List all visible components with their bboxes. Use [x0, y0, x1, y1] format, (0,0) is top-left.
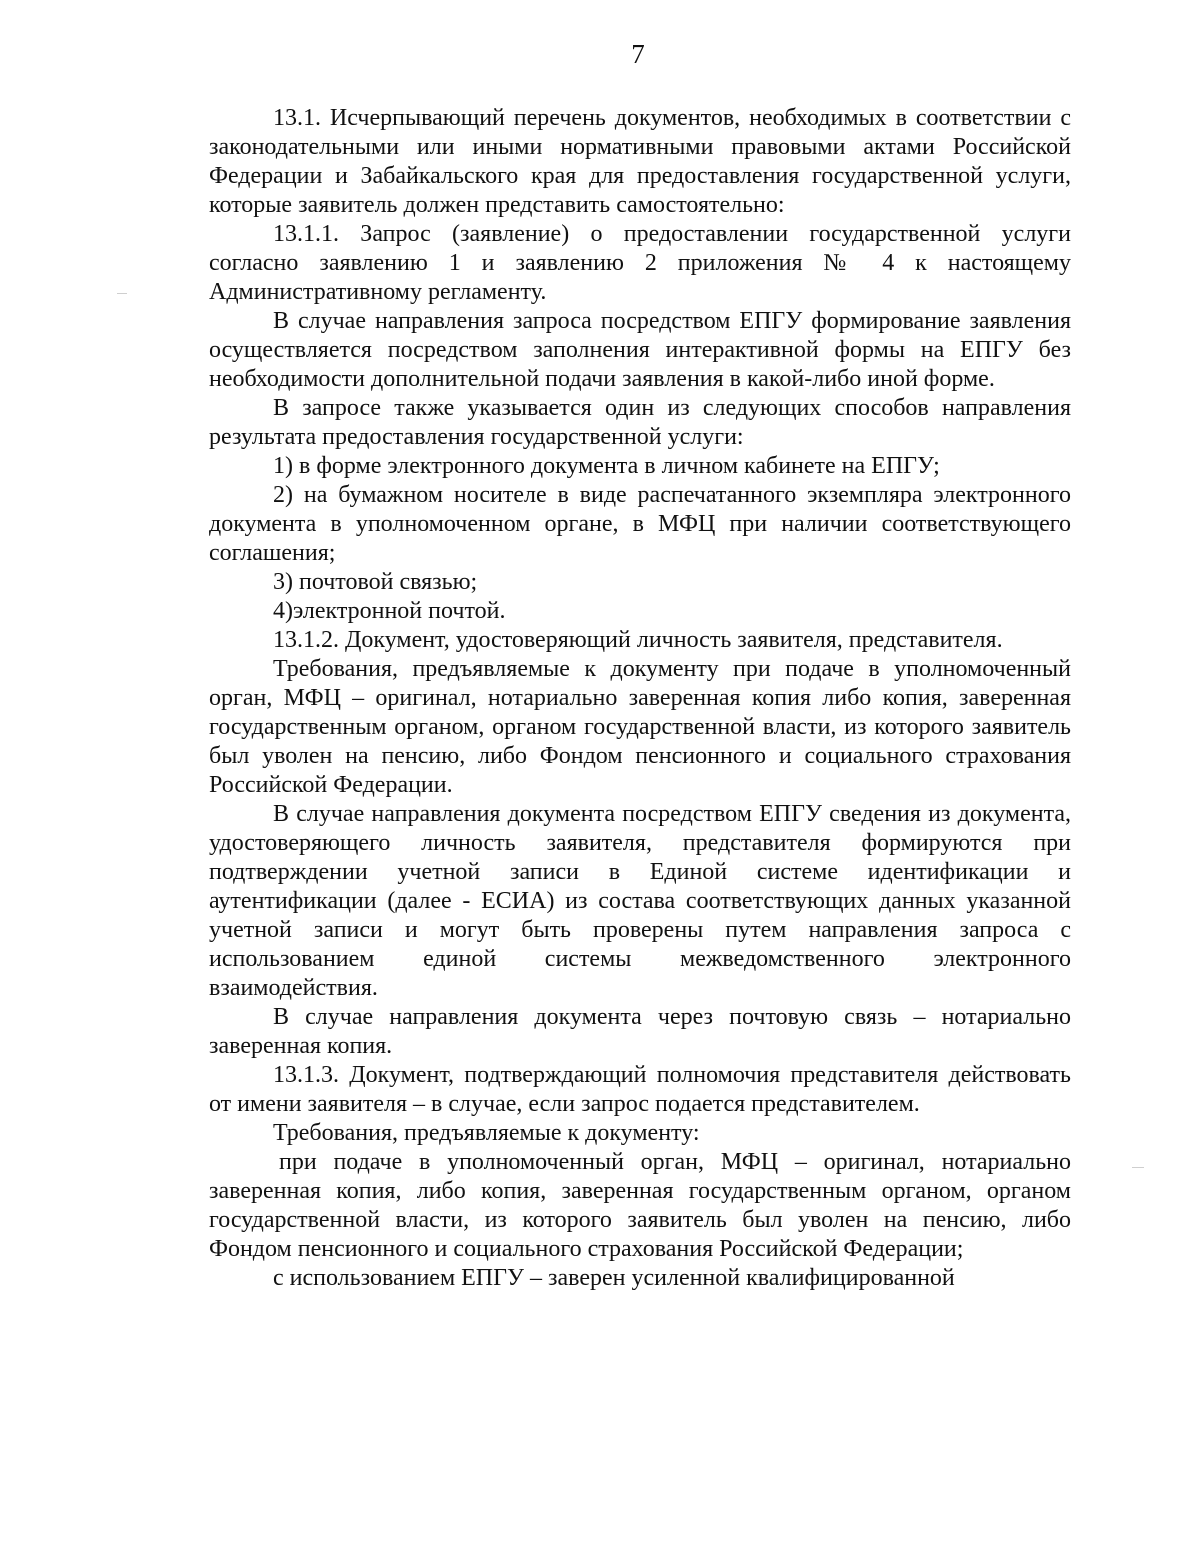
- paragraph-result-methods: В запросе также указывается один из следующих способов направления результата предоставления государственной услуги:: [209, 395, 1071, 450]
- scan-artifact: [1132, 1167, 1144, 1168]
- paragraph-requirements-identity: Требования, предъявляемые к документу при подаче в уполномоченный орган, МФЦ – оригинал, нотариально заверенная копия либо копия, заверенная государственным органом, органом государственной власти, из которого заявитель был уволен на пенсию, либо Фондом пенсионного и социального страхования Российской Федерации.: [209, 656, 1071, 798]
- paragraph-mfc-submission: при подаче в уполномоченный орган, МФЦ – оригинал, нотариально заверенная копия, либо копия, заверенная государственным органом, органом государственной власти, из которого заявитель был уволен на пенсию, либо Фондом пенсионного и социального страхования Российской Федерации;: [209, 1149, 1071, 1262]
- list-item-1: 1) в форме электронного документа в личном кабинете на ЕПГУ;: [273, 453, 940, 479]
- list-item-3: 3) почтовой связью;: [273, 569, 478, 595]
- list-item-4: 4)электронной почтой.: [273, 598, 506, 624]
- paragraph-13-1: 13.1. Исчерпывающий перечень документов, необходимых в соответствии с законодательными или иными нормативными правовыми актами Российской Федерации и Забайкальского края для предоставления государственной услуги, которые заявитель должен представить самостоятельно:: [209, 105, 1071, 218]
- paragraph-requirements-heading: Требования, предъявляемые к документу:: [273, 1120, 700, 1146]
- paragraph-epgu-form: В случае направления запроса посредством ЕПГУ формирование заявления осуществляется посредством заполнения интерактивной формы на ЕПГУ без необходимости дополнительной подачи заявления в какой-либо иной форме.: [209, 308, 1071, 392]
- paragraph-13-1-2: 13.1.2. Документ, удостоверяющий личность заявителя, представителя.: [273, 627, 1003, 653]
- paragraph-13-1-1: 13.1.1. Запрос (заявление) о предоставлении государственной услуги согласно заявлению 1 и заявлению 2 приложения № 4 к настоящему Административному регламенту.: [209, 221, 1071, 305]
- scan-artifact: [117, 293, 127, 294]
- document-body: [209, 104, 1071, 1293]
- paragraph-13-1-3: 13.1.3. Документ, подтверждающий полномочия представителя действовать от имени заявителя – в случае, если запрос подается представителем.: [209, 1062, 1071, 1117]
- paragraph-postal: В случае направления документа через почтовую связь – нотариально заверенная копия.: [209, 1004, 1071, 1059]
- page-number: 7: [631, 39, 645, 69]
- list-item-2: 2) на бумажном носителе в виде распечатанного экземпляра электронного документа в уполномоченном органе, в МФЦ при наличии соответствующего соглашения;: [209, 482, 1071, 566]
- paragraph-epgu-signature: с использованием ЕПГУ – заверен усиленной квалифицированной: [273, 1265, 955, 1291]
- paragraph-esia: В случае направления документа посредством ЕПГУ сведения из документа, удостоверяющего личность заявителя, представителя формируются при подтверждении учетной записи в Единой системе идентификации и аутентификации (далее - ЕСИА) из состава соответствующих данных указанной учетной записи и могут быть проверены путем направления запроса с использованием единой системы межведомственного электронного взаимодействия.: [209, 801, 1071, 1001]
